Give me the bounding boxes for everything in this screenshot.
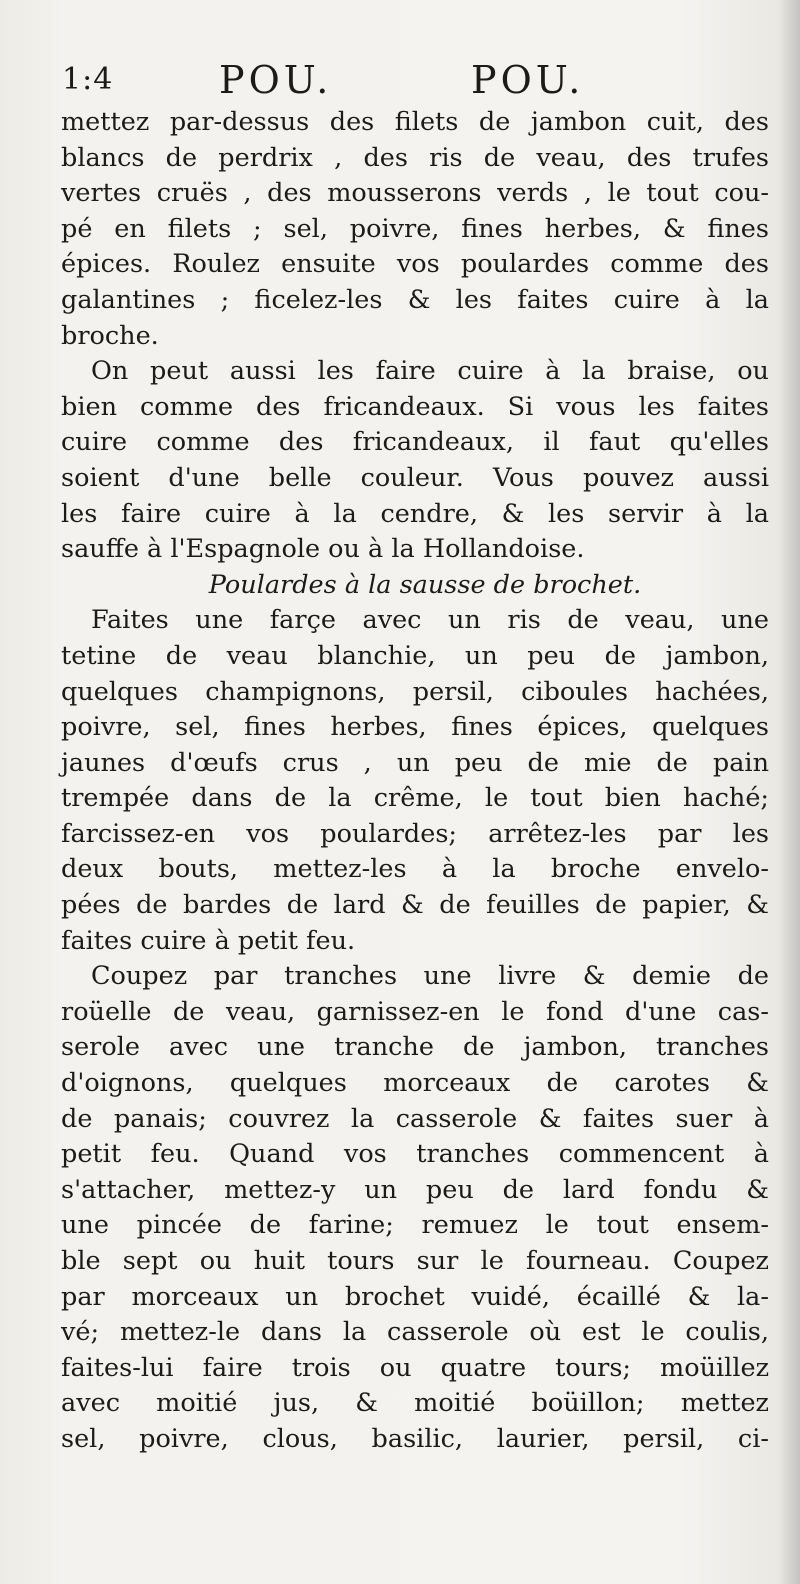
text-line: vé; mettez-le dans la casserole où est le coulis, (61, 1317, 769, 1348)
paragraph-start-line: Coupez par tranches une livre & demie de (91, 961, 769, 992)
text-line: trempée dans de la crême, le tout bien haché; (61, 783, 769, 814)
text-line: avec moitié jus, & moitié boüillon; mettez (61, 1388, 769, 1419)
text-line: ble sept ou huit tours sur le fourneau. Coupez (61, 1246, 769, 1276)
text-line: sel, poivre, clous, basilic, laurier, persil, ci- (61, 1423, 769, 1454)
text-line: mettez par-dessus des filets de jambon cuit, des (61, 107, 769, 137)
text-line: de panais; couvrez la casserole & faites suer à (61, 1103, 769, 1134)
text-line: pées de bardes de lard & de feuilles de papier, & (61, 890, 769, 921)
text-line: par morceaux un brochet vuidé, écaillé & la- (61, 1281, 769, 1312)
page-header (62, 55, 762, 105)
text-line: une pincée de farine; remuez le tout ensem- (61, 1210, 769, 1241)
text-line: faites cuire à petit feu. (61, 925, 356, 956)
text-line: les faire cuire à la cendre, & les servir à la (61, 498, 769, 529)
page-body (61, 105, 769, 1458)
text-line: quelques champignons, persil, ciboules hachées, (61, 676, 769, 707)
text-line: poivre, sel, fines herbes, fines épices, quelques (61, 712, 769, 743)
paragraph-start-line: On peut aussi les faire cuire à la braise, ou (91, 356, 769, 387)
text-line: épices. Roulez ensuite vos poulardes comme des (61, 249, 769, 280)
text-line: bien comme des fricandeaux. Si vous les faites (61, 391, 769, 422)
text-line: galantines ; ficelez-les & les faites cuire à la (61, 284, 769, 315)
text-line: d'oignons, quelques morceaux de carotes & (61, 1068, 769, 1099)
text-line: serole avec une tranche de jambon, tranches (61, 1032, 769, 1063)
text-line: pé en filets ; sel, poivre, fines herbes, & fines (61, 213, 769, 244)
page-gutter-shadow (778, 0, 800, 1584)
text-line: faites-lui faire trois ou quatre tours; moüillez (61, 1352, 769, 1383)
text-line: cuire comme des fricandeaux, il faut qu'elles (61, 427, 769, 458)
text-line: petit feu. Quand vos tranches commencent à (61, 1139, 769, 1170)
paragraph-start-line: Faites une farçe avec un ris de veau, une (91, 605, 769, 636)
text-line: vertes cruës , des mousserons verds , le tout cou- (61, 178, 769, 209)
section-title: Poulardes à la sausse de brochet. (208, 569, 642, 600)
text-line: soient d'une belle couleur. Vous pouvez aussi (61, 462, 769, 493)
text-line: blancs de perdrix , des ris de veau, des trufes (61, 142, 769, 173)
running-head-right: POU. (471, 58, 585, 102)
text-line: farcissez-en vos poulardes; arrêtez-les par les (61, 818, 769, 849)
page-number: 1:4 (62, 62, 114, 97)
text-line: roüelle de veau, garnissez-en le fond d'une cas- (61, 996, 769, 1027)
text-line: tetine de veau blanchie, un peu de jambon, (61, 640, 769, 671)
text-line: s'attacher, mettez-y un peu de lard fondu & (61, 1174, 769, 1205)
text-line: deux bouts, mettez-les à la broche envelo- (61, 854, 769, 885)
text-line: jaunes d'œufs crus , un peu de mie de pain (61, 747, 769, 778)
running-head-left: POU. (219, 58, 333, 102)
text-line: sauffe à l'Espagnole ou à la Hollandoise. (61, 534, 585, 565)
text-line: broche. (61, 320, 159, 351)
